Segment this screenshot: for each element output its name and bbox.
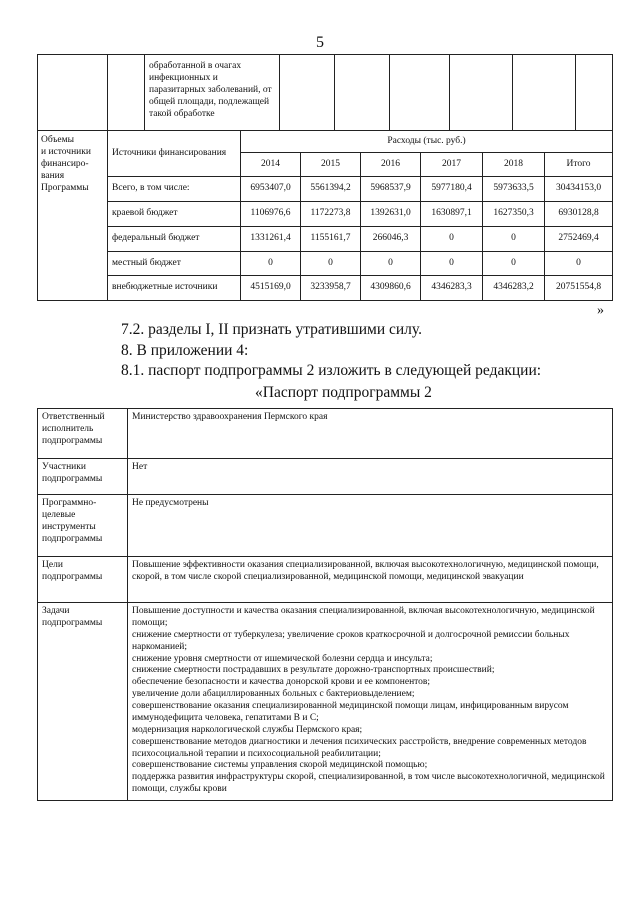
executor-value: Министерство здравоохранения Пермского края	[128, 409, 613, 459]
finance-row	[38, 276, 613, 301]
year-cell: Итого	[545, 153, 613, 177]
source-name: местный бюджет	[108, 252, 241, 276]
expenses-header: Расходы (тыс. руб.)	[241, 131, 613, 153]
source-name: внебюджетные источники	[108, 276, 241, 301]
finance-row	[38, 227, 613, 252]
value-cell: 20751554,8	[545, 276, 613, 301]
passport-row-tasks	[38, 603, 613, 801]
value-cell: 1392631,0	[361, 202, 421, 227]
task-item: увеличение доли абациллированных больных с бактериовыделением;	[132, 689, 415, 700]
year-cell: 2018	[483, 153, 545, 177]
closing-quote: »	[597, 303, 604, 318]
value-cell: 30434153,0	[545, 177, 613, 202]
passport-row-instruments	[38, 495, 613, 557]
body-line-2: 8. В приложении 4:	[121, 342, 249, 359]
passport-table	[37, 408, 613, 801]
value-cell: 3233958,7	[301, 276, 361, 301]
finance-row	[38, 252, 613, 276]
prev-row-fragment: обработанной в очагах инфекционных и паразитарных заболеваний, от общей площади, подлежащей такой обработке	[145, 55, 280, 131]
finance-label: Объемы и источники финансиро- вания Программы	[38, 131, 108, 301]
passport-title: «Паспорт подпрограммы 2	[255, 384, 432, 401]
year-cell: 2014	[241, 153, 301, 177]
task-item: обеспечение безопасности и качества донорской крови и ее компонентов;	[132, 677, 431, 688]
value-cell: 4515169,0	[241, 276, 301, 301]
value-cell: 0	[421, 252, 483, 276]
finance-row	[38, 177, 613, 202]
executor-label: Ответственный исполнитель подпрограммы	[38, 409, 128, 459]
task-item: модернизация наркологической службы Пермского края;	[132, 724, 363, 735]
year-cell: 2015	[301, 153, 361, 177]
instruments-label: Программно- целевые инструменты подпрограммы	[38, 495, 128, 557]
task-item: совершенствование системы управления скорой медицинской помощью;	[132, 760, 428, 771]
value-cell: 1155161,7	[301, 227, 361, 252]
tasks-value	[128, 603, 613, 801]
task-item: снижение смертности пострадавших в результате дорожно-транспортных происшествий;	[132, 665, 495, 676]
finance-main-table	[37, 130, 613, 301]
participants-value: Нет	[128, 459, 613, 495]
finance-row	[38, 202, 613, 227]
body-line-3: 8.1. паспорт подпрограммы 2 изложить в следующей редакции:	[121, 362, 542, 379]
value-cell: 1331261,4	[241, 227, 301, 252]
year-cell: 2016	[361, 153, 421, 177]
value-cell: 5977180,4	[421, 177, 483, 202]
value-cell: 1106976,6	[241, 202, 301, 227]
task-item: снижение уровня смертности от ишемической болезни сердца и инсульта;	[132, 653, 433, 664]
goals-value: Повышение эффективности оказания специализированной, включая высокотехнологичную, медицинской помощи, скорой, в том числе скорой специализированной, медицинской помощи, медицинской эвакуации	[128, 557, 613, 603]
value-cell: 266046,3	[361, 227, 421, 252]
value-cell: 4346283,2	[483, 276, 545, 301]
task-item: совершенствование оказания специализированной медицинской помощи лицам, инфицированным вирусом иммунодефицита человека, гепатитами В и С;	[132, 701, 569, 723]
value-cell: 5561394,2	[301, 177, 361, 202]
value-cell: 0	[483, 252, 545, 276]
value-cell: 0	[545, 252, 613, 276]
value-cell: 1630897,1	[421, 202, 483, 227]
page-number: 5	[316, 34, 324, 51]
goals-label: Цели подпрограммы	[38, 557, 128, 603]
value-cell: 2752469,4	[545, 227, 613, 252]
value-cell: 0	[421, 227, 483, 252]
value-cell: 5973633,5	[483, 177, 545, 202]
value-cell: 5968537,9	[361, 177, 421, 202]
task-item: Повышение доступности и качества оказания специализированной, включая высокотехнологичную, медицинской помощи;	[132, 606, 595, 628]
value-cell: 0	[483, 227, 545, 252]
passport-row-participants	[38, 459, 613, 495]
year-cell: 2017	[421, 153, 483, 177]
value-cell: 1627350,3	[483, 202, 545, 227]
value-cell: 1172273,8	[301, 202, 361, 227]
value-cell: 4309860,6	[361, 276, 421, 301]
value-cell: 4346283,3	[421, 276, 483, 301]
sources-header: Источники финансирования	[108, 131, 241, 177]
tasks-label: Задачи подпрограммы	[38, 603, 128, 801]
passport-row-goals	[38, 557, 613, 603]
source-name: краевой бюджет	[108, 202, 241, 227]
task-item: поддержка развития инфраструктуры скорой, специализированной, в том числе высокотехнологичной, медицинской помощи, службы крови	[132, 772, 605, 795]
task-item: снижение смертности от туберкулеза; увеличение сроков краткосрочной и долгосрочной ремиссии больных наркоманией;	[132, 629, 570, 652]
prev-row	[38, 55, 613, 131]
passport-row-executor	[38, 409, 613, 459]
source-name: федеральный бюджет	[108, 227, 241, 252]
value-cell: 6953407,0	[241, 177, 301, 202]
value-cell: 6930128,8	[545, 202, 613, 227]
participants-label: Участники подпрограммы	[38, 459, 128, 495]
value-cell: 0	[361, 252, 421, 276]
value-cell: 0	[301, 252, 361, 276]
instruments-value: Не предусмотрены	[128, 495, 613, 557]
finance-table	[37, 54, 613, 131]
task-item: совершенствование методов диагностики и лечения психических расстройств, внедрение современных методов психосоциальной терапии и психосоциальной реабилитации;	[132, 736, 587, 759]
value-cell: 0	[241, 252, 301, 276]
source-name: Всего, в том числе:	[108, 177, 241, 202]
body-line-1: 7.2. разделы I, II признать утратившими силу.	[121, 321, 422, 338]
